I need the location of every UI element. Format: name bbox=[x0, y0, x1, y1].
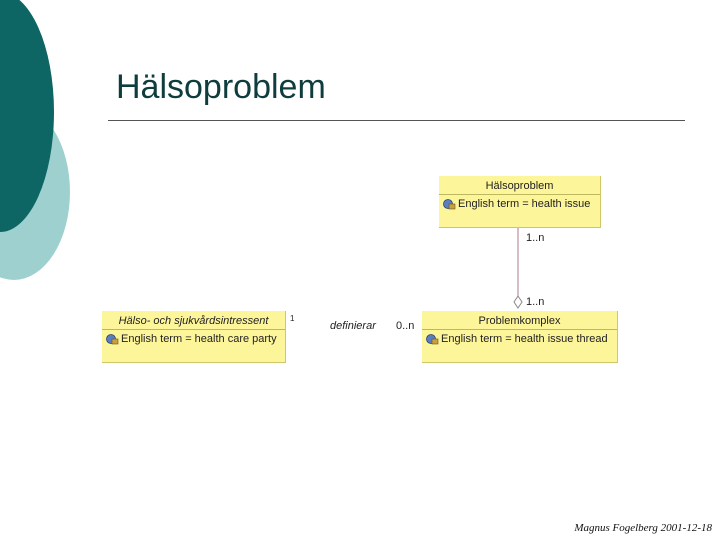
class-halsoproblem[interactable] bbox=[439, 176, 601, 228]
class-intressent[interactable] bbox=[102, 311, 286, 363]
class-intressent-attribute-row bbox=[102, 330, 285, 348]
slide-footer: Magnus Fogelberg 2001-12-18 bbox=[574, 522, 712, 534]
class-halsoproblem-attribute-row bbox=[439, 195, 600, 213]
attribute-icon bbox=[443, 199, 456, 210]
multiplicity-left: 1 bbox=[290, 314, 295, 323]
class-halsoproblem-attribute: English term = health issue bbox=[458, 198, 591, 210]
class-problemkomplex-attribute: English term = health issue thread bbox=[441, 333, 608, 345]
multiplicity-right: 0..n bbox=[396, 320, 415, 332]
attribute-icon bbox=[106, 334, 119, 345]
class-halsoproblem-name: Hälsoproblem bbox=[485, 180, 554, 192]
multiplicity-top: 1..n bbox=[526, 232, 545, 244]
slide-title: Hälsoproblem bbox=[116, 68, 326, 106]
class-problemkomplex-name: Problemkomplex bbox=[478, 315, 561, 327]
multiplicity-bottom: 1..n bbox=[526, 296, 545, 308]
class-intressent-name: Hälso- och sjukvårdsintressent bbox=[118, 315, 269, 327]
aggregation-diamond bbox=[514, 296, 522, 308]
class-intressent-attribute: English term = health care party bbox=[121, 333, 277, 345]
association-name: definierar bbox=[330, 320, 376, 332]
class-problemkomplex[interactable] bbox=[422, 311, 618, 363]
class-problemkomplex-attribute-row bbox=[422, 330, 617, 348]
attribute-icon bbox=[426, 334, 439, 345]
